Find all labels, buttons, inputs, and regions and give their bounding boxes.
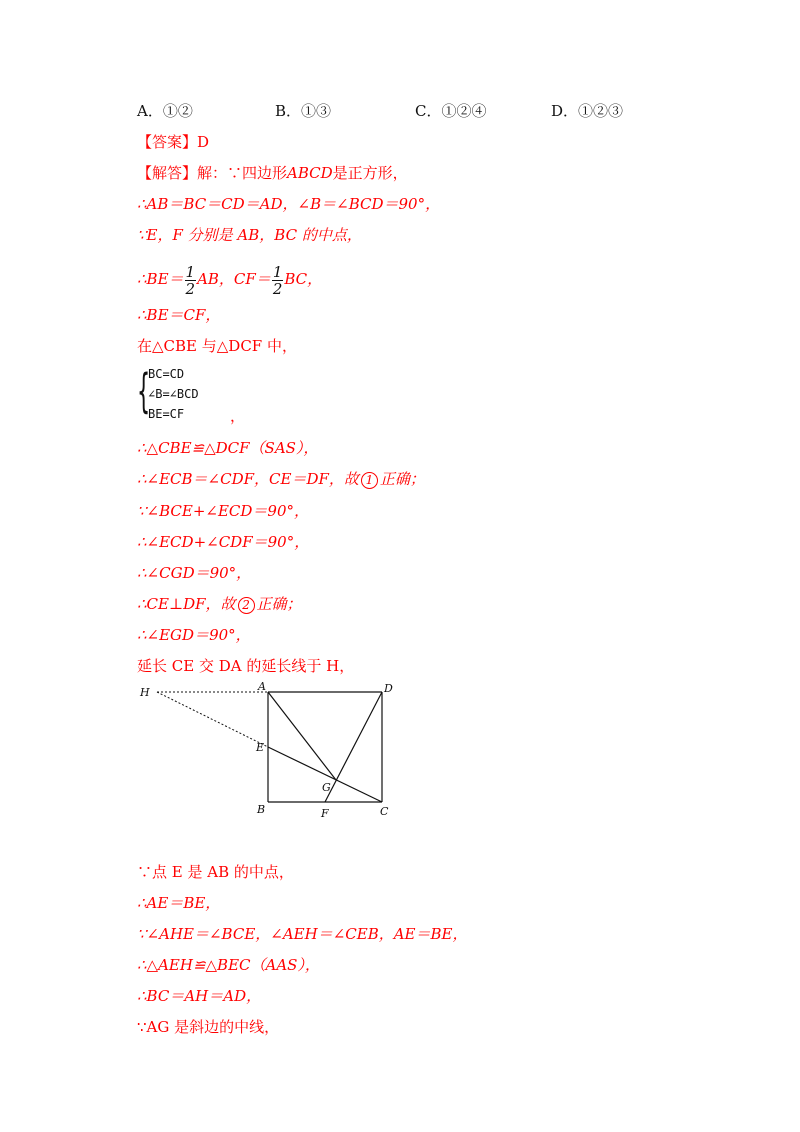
solution-line-5: ∴BE＝CF， (137, 306, 221, 324)
solution-line-18: ∴△AEH≌△BEC（AAS）， (137, 956, 320, 974)
solution-line-19: ∴BC＝AH＝AD， (137, 987, 262, 1005)
solution-line-15: ∵点 E 是 AB 的中点， (137, 863, 294, 881)
solution-line-9: ∵∠BCE+∠ECD＝90°， (137, 502, 310, 520)
choice-c: C．①②④ (415, 102, 487, 120)
fraction-one-half-2: $\frac{1}{2}$ (272, 262, 283, 298)
answer-choices (0, 100, 800, 122)
label-g: G (322, 781, 331, 794)
solution-line-7: ∴△CBE≌△DCF（SAS）， (137, 439, 319, 457)
solution-line-1: 【解答】解：∵四边形ABCD是正方形， (137, 164, 408, 182)
solution-line-13: ∴∠EGD＝90°， (137, 626, 251, 644)
choice-a: A．①② (137, 102, 193, 120)
label-c: C (380, 805, 389, 818)
equation-system (137, 365, 267, 425)
geometry-figure (135, 680, 405, 825)
solution-line-12: ∴CE⊥DF，故 2 正确； (137, 595, 302, 613)
label-e: E (256, 741, 265, 754)
answer-line: 【答案】D (137, 133, 210, 151)
solution-line-2: ∴AB＝BC＝CD＝AD，∠B＝∠BCD＝90°， (137, 195, 441, 213)
label-a: A (258, 680, 266, 693)
choice-b: B．①③ (275, 102, 332, 120)
solution-line-4: ∴BE＝ $\frac{1}{2}$ AB，CF＝ $\frac{1}{2}$ BC， (137, 262, 323, 298)
solution-line-11: ∴∠CGD＝90°， (137, 564, 252, 582)
solution-line-20: ∵AG 是斜边的中线， (137, 1018, 280, 1036)
solution-line-14: 延长 CE 交 DA 的延长线于 H， (137, 657, 355, 675)
system-comma: ， (230, 407, 246, 425)
label-d: D (384, 682, 393, 695)
label-b: B (257, 803, 266, 816)
solution-line-8: ∴∠ECB＝∠CDF，CE＝DF，故 1 正确； (137, 470, 425, 488)
dashed-line-he (157, 692, 268, 747)
segment-df (325, 692, 382, 802)
choice-d: D．①②③ (551, 102, 624, 120)
system-line-1: BC=CD (148, 367, 185, 381)
solution-line-3: ∵E，F 分别是 AB，BC 的中点， (137, 226, 362, 244)
system-line-3: BE=CF (148, 407, 185, 421)
solution-line-6: 在△CBE 与△DCF 中， (137, 337, 297, 355)
system-line-2: ∠B=∠BCD (148, 387, 199, 401)
circled-number-1: 1 (361, 472, 378, 489)
label-h: H (140, 686, 150, 699)
circled-number-2: 2 (238, 597, 255, 614)
label-f: F (321, 807, 329, 820)
solution-line-16: ∴AE＝BE， (137, 894, 221, 912)
left-brace: { (137, 364, 151, 418)
solution-line-17: ∵∠AHE＝∠BCE，∠AEH＝∠CEB，AE＝BE， (137, 925, 468, 943)
segment-ag (268, 692, 336, 780)
solution-line-10: ∴∠ECD+∠CDF＝90°， (137, 533, 310, 551)
fraction-one-half: $\frac{1}{2}$ (185, 262, 196, 298)
